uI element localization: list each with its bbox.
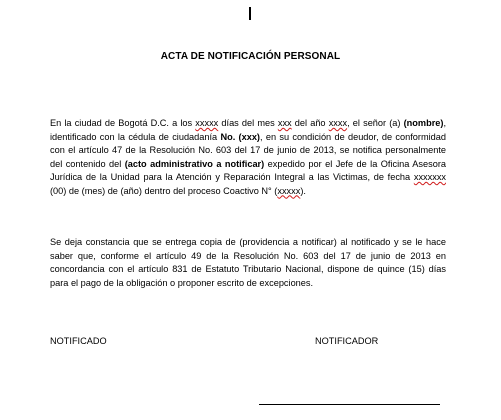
text-run: En la ciudad de Bogotá D.C. a los	[50, 118, 196, 128]
paragraph-constancia: Se deja constancia que se entrega copia de (providencia a notificar) al notificado y se le hace saber que, conforme el artículo 49 de la Resolución No. 603 del 17 de junio de 2013 en concordancia con el artículo 831 de Estatuto Tributario Nacional, dispone de quince (15) días para el pago de la obligación o proponer escrito de excepciones.	[50, 237, 446, 288]
text-run: del año	[291, 118, 329, 128]
spellcheck-placeholder: xxxxx	[195, 118, 219, 128]
spellcheck-placeholder: xxxxx	[277, 185, 301, 196]
text-run: , en su condición de deudor, de conformidad con el artículo 47 de la Resolución No. 603 del 17 de junio de 2013, se notifica personalmente del contenido del	[50, 131, 446, 169]
text-run: (00) de (mes) de (año) dentro del proceso Coactivo N° (	[50, 185, 278, 196]
text-run: expedido por el Jefe de la Oficina Asesora Jurídica de la Unidad para la Atención y Reparación Integral a las Victimas, de fecha	[50, 158, 446, 182]
spellcheck-placeholder: xxxx	[328, 118, 348, 128]
spellcheck-placeholder: xxx	[277, 118, 292, 128]
text-run: ).	[300, 185, 306, 196]
paragraph-notification	[50, 117, 446, 198]
text-cursor	[249, 7, 251, 20]
text-run: días del mes	[218, 118, 278, 128]
signature-label-notificado: NOTIFICADO	[50, 336, 107, 346]
bold-placeholder: No. (xxx)	[220, 131, 260, 142]
spellcheck-placeholder: xxxxxxx	[413, 172, 446, 182]
document-title: ACTA DE NOTIFICACIÓN PERSONAL	[160, 51, 341, 62]
signature-label-notificador: NOTIFICADOR	[315, 336, 379, 346]
text-run: , el señor (a)	[347, 118, 404, 128]
signature-line	[259, 404, 440, 405]
bold-placeholder: (nombre)	[403, 118, 444, 128]
text-run: , identificado con la cédula de ciudadanía	[50, 118, 446, 142]
bold-placeholder: (acto administrativo a notificar)	[124, 158, 265, 169]
